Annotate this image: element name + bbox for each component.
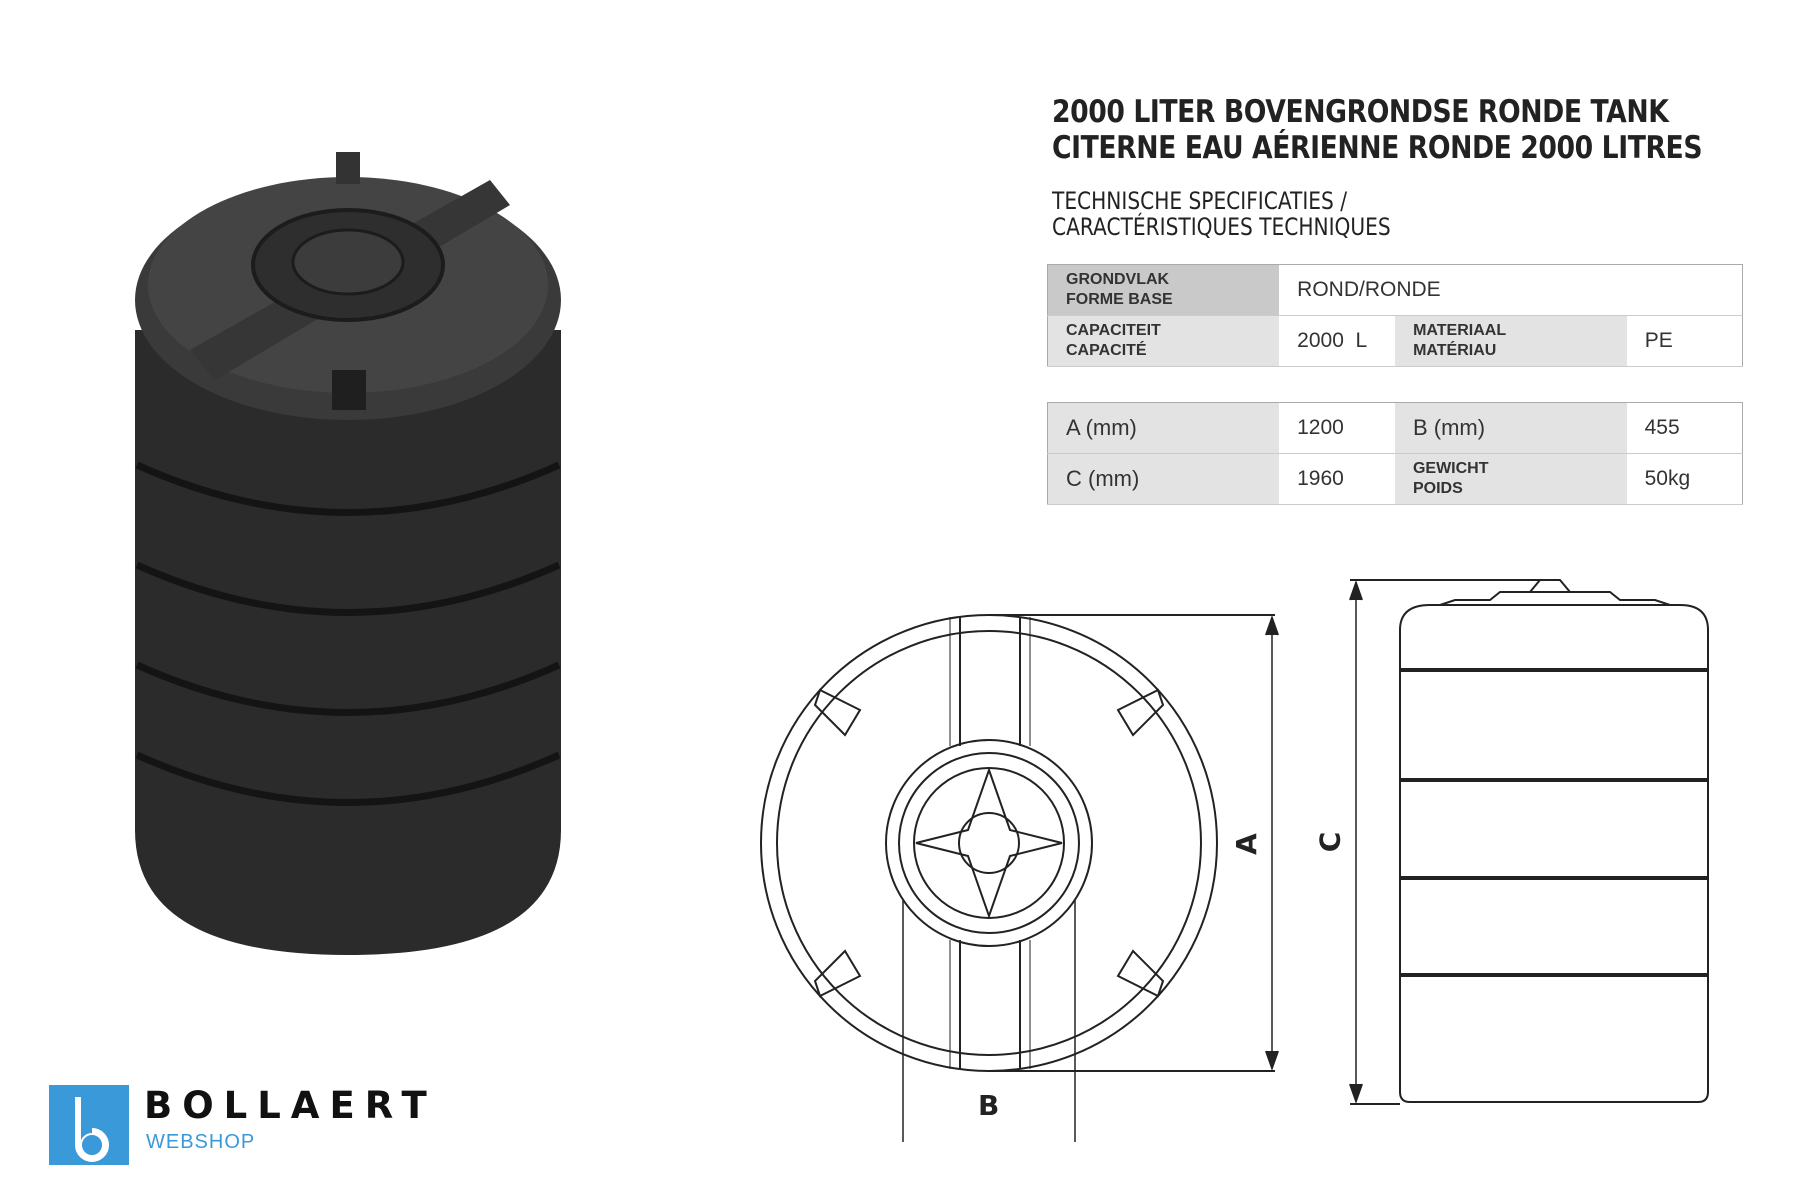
c-value: 1960 bbox=[1279, 454, 1395, 505]
b-value: 455 bbox=[1627, 403, 1743, 454]
material-label: MATERIAAL MATÉRIAU bbox=[1395, 316, 1627, 367]
brand-name: BOLLAERT bbox=[144, 1084, 437, 1127]
weight-value: 50kg bbox=[1627, 454, 1743, 505]
a-label: A (mm) bbox=[1048, 403, 1280, 454]
base-value: ROND/RONDE bbox=[1279, 265, 1742, 316]
b-label: B (mm) bbox=[1395, 403, 1627, 454]
material-value: PE bbox=[1627, 316, 1743, 367]
capacity-value: 2000 L bbox=[1279, 316, 1395, 367]
tank-side-view bbox=[1350, 580, 1708, 1104]
weight-label: GEWICHT POIDS bbox=[1395, 454, 1627, 505]
capacity-label: CAPACITEIT CAPACITÉ bbox=[1048, 316, 1280, 367]
brand-sub: WEBSHOP bbox=[146, 1131, 256, 1153]
specs-heading: TECHNISCHE SPECIFICATIES / CARACTÉRISTIQUES TECHNIQUES bbox=[1052, 187, 1391, 241]
dimension-label-c: C bbox=[1313, 831, 1347, 853]
product-title: 2000 LITER BOVENGRONDSE RONDE TANK CITERNE EAU AÉRIENNE RONDE 2000 LITRES bbox=[1052, 94, 1703, 166]
tank-3d-render bbox=[135, 152, 561, 955]
base-label: GRONDVLAK FORME BASE bbox=[1048, 265, 1280, 316]
bollaert-logo-icon bbox=[49, 1085, 129, 1165]
dimension-label-b: B bbox=[978, 1089, 1000, 1122]
dimension-label-a: A bbox=[1229, 833, 1263, 855]
c-label: C (mm) bbox=[1048, 454, 1280, 505]
tank-top-view bbox=[761, 615, 1278, 1142]
a-value: 1200 bbox=[1279, 403, 1395, 454]
